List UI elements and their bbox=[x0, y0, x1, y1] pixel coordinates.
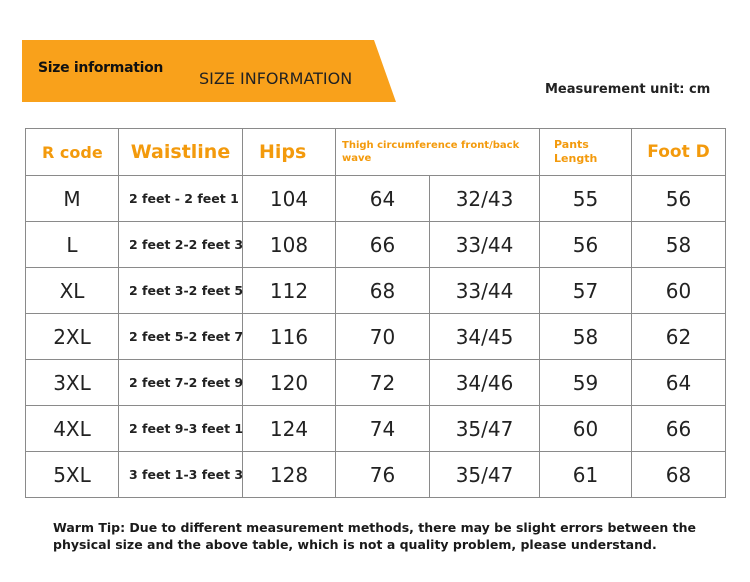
cell-waist: 2 feet 3-2 feet 5 bbox=[119, 268, 243, 314]
cell-waist: 2 feet - 2 feet 1 bbox=[119, 176, 243, 222]
cell-length: 61 bbox=[540, 452, 632, 498]
cell-size: 5XL bbox=[26, 452, 119, 498]
header-thigh bbox=[336, 129, 540, 176]
cell-waist: 3 feet 1-3 feet 3 bbox=[119, 452, 243, 498]
cell-foot: 66 bbox=[632, 406, 726, 452]
cell-length: 56 bbox=[540, 222, 632, 268]
cell-wave: 32/43 bbox=[430, 176, 540, 222]
cell-size: 3XL bbox=[26, 360, 119, 406]
cell-waist: 2 feet 5-2 feet 7 bbox=[119, 314, 243, 360]
size-table bbox=[25, 128, 726, 498]
cell-waist: 2 feet 9-3 feet 1 bbox=[119, 406, 243, 452]
table-row bbox=[26, 314, 726, 360]
cell-thigh: 74 bbox=[336, 406, 430, 452]
cell-thigh: 68 bbox=[336, 268, 430, 314]
cell-length: 59 bbox=[540, 360, 632, 406]
cell-foot: 64 bbox=[632, 360, 726, 406]
cell-hips: 128 bbox=[243, 452, 336, 498]
cell-wave: 35/47 bbox=[430, 452, 540, 498]
cell-waist: 2 feet 7-2 feet 9 bbox=[119, 360, 243, 406]
header-hips: Hips bbox=[243, 129, 336, 176]
header-pants-line1: Pants bbox=[554, 138, 589, 151]
header-pants-length bbox=[540, 129, 632, 176]
cell-wave: 33/44 bbox=[430, 222, 540, 268]
cell-foot: 62 bbox=[632, 314, 726, 360]
cell-size: 2XL bbox=[26, 314, 119, 360]
header-thigh-line1: Thigh circumference front/back bbox=[342, 140, 520, 151]
cell-foot: 68 bbox=[632, 452, 726, 498]
warm-tip-text: Warm Tip: Due to different measurement methods, there may be slight errors between the physical size and the above table, which is not a quality problem, please understand. bbox=[53, 520, 696, 552]
table-header-row bbox=[26, 129, 726, 176]
table-row bbox=[26, 360, 726, 406]
cell-hips: 116 bbox=[243, 314, 336, 360]
cell-foot: 58 bbox=[632, 222, 726, 268]
cell-length: 57 bbox=[540, 268, 632, 314]
cell-wave: 33/44 bbox=[430, 268, 540, 314]
cell-length: 58 bbox=[540, 314, 632, 360]
cell-size: XL bbox=[26, 268, 119, 314]
cell-wave: 34/45 bbox=[430, 314, 540, 360]
cell-thigh: 76 bbox=[336, 452, 430, 498]
table-row bbox=[26, 176, 726, 222]
cell-thigh: 70 bbox=[336, 314, 430, 360]
cell-foot: 56 bbox=[632, 176, 726, 222]
measurement-unit-label: Measurement unit: cm bbox=[545, 82, 711, 97]
header-code: R code bbox=[26, 129, 119, 176]
cell-hips: 124 bbox=[243, 406, 336, 452]
cell-length: 60 bbox=[540, 406, 632, 452]
section-banner bbox=[22, 40, 396, 102]
header-pants-line2: Length bbox=[554, 152, 598, 165]
cell-thigh: 72 bbox=[336, 360, 430, 406]
banner-title-en: SIZE INFORMATION bbox=[199, 69, 353, 88]
cell-wave: 35/47 bbox=[430, 406, 540, 452]
table-row bbox=[26, 222, 726, 268]
cell-hips: 108 bbox=[243, 222, 336, 268]
cell-hips: 104 bbox=[243, 176, 336, 222]
cell-thigh: 64 bbox=[336, 176, 430, 222]
cell-size: M bbox=[26, 176, 119, 222]
cell-waist: 2 feet 2-2 feet 3 bbox=[119, 222, 243, 268]
cell-wave: 34/46 bbox=[430, 360, 540, 406]
table-row bbox=[26, 268, 726, 314]
header-thigh-line2: wave bbox=[342, 153, 372, 164]
cell-hips: 112 bbox=[243, 268, 336, 314]
cell-length: 55 bbox=[540, 176, 632, 222]
banner-title-cn: Size information bbox=[38, 60, 164, 76]
cell-foot: 60 bbox=[632, 268, 726, 314]
table-row bbox=[26, 406, 726, 452]
header-foot: Foot D bbox=[632, 129, 726, 176]
cell-hips: 120 bbox=[243, 360, 336, 406]
cell-thigh: 66 bbox=[336, 222, 430, 268]
header-waist: Waistline bbox=[119, 129, 243, 176]
cell-size: 4XL bbox=[26, 406, 119, 452]
cell-size: L bbox=[26, 222, 119, 268]
table-row bbox=[26, 452, 726, 498]
